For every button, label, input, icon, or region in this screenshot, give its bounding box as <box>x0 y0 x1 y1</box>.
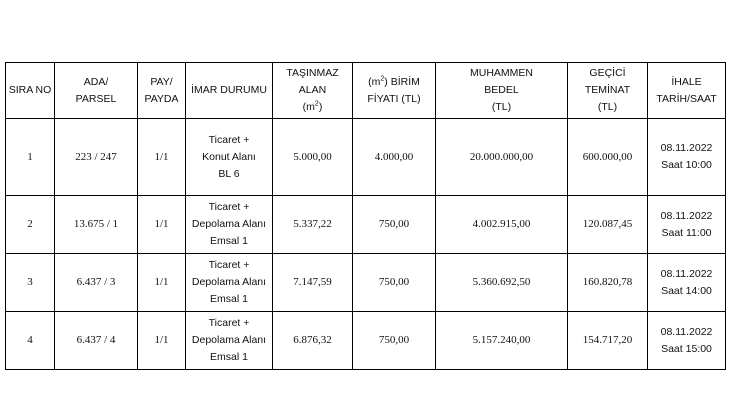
cell-ihale-tarih-saat: 08.11.2022 Saat 15:00 <box>648 312 726 370</box>
cell-birim-fiyat: 750,00 <box>353 254 436 312</box>
cell-gecici-teminat: 120.087,45 <box>568 196 648 254</box>
cell-pay-payda: 1/1 <box>138 312 186 370</box>
cell-gecici-teminat: 154.717,20 <box>568 312 648 370</box>
auction-table-container <box>5 62 726 370</box>
header-ihale-tarih-saat: İHALE TARİH/SAAT <box>648 63 726 119</box>
table-row <box>6 254 726 312</box>
cell-sira-no: 4 <box>6 312 55 370</box>
cell-alan: 7.147,59 <box>273 254 353 312</box>
cell-imar-durumu: Ticaret + Depolama Alanı Emsal 1 <box>186 254 273 312</box>
cell-birim-fiyat: 4.000,00 <box>353 119 436 196</box>
cell-alan: 5.337,22 <box>273 196 353 254</box>
header-tasinmaz-alan: TAŞINMAZ ALAN $(m^2)$ <box>273 63 353 119</box>
header-sira-no: SIRA NO <box>6 63 55 119</box>
table-row <box>6 312 726 370</box>
cell-sira-no: 2 <box>6 196 55 254</box>
header-muhammen-bedel: MUHAMMEN BEDEL (TL) <box>436 63 568 119</box>
cell-ada-parsel: 6.437 / 3 <box>55 254 138 312</box>
cell-imar-durumu: Ticaret + Depolama Alanı Emsal 1 <box>186 312 273 370</box>
cell-muhammen-bedel: 5.157.240,00 <box>436 312 568 370</box>
header-pay-payda: PAY/ PAYDA <box>138 63 186 119</box>
header-gecici-teminat: GEÇİCİ TEMİNAT (TL) <box>568 63 648 119</box>
cell-ihale-tarih-saat: 08.11.2022 Saat 14:00 <box>648 254 726 312</box>
cell-ihale-tarih-saat: 08.11.2022 Saat 11:00 <box>648 196 726 254</box>
table-row <box>6 119 726 196</box>
cell-sira-no: 1 <box>6 119 55 196</box>
auction-table <box>5 62 726 370</box>
cell-gecici-teminat: 160.820,78 <box>568 254 648 312</box>
cell-muhammen-bedel: 4.002.915,00 <box>436 196 568 254</box>
cell-alan: 5.000,00 <box>273 119 353 196</box>
cell-muhammen-bedel: 5.360.692,50 <box>436 254 568 312</box>
cell-muhammen-bedel: 20.000.000,00 <box>436 119 568 196</box>
cell-pay-payda: 1/1 <box>138 196 186 254</box>
header-imar-durumu: İMAR DURUMU <box>186 63 273 119</box>
cell-ada-parsel: 6.437 / 4 <box>55 312 138 370</box>
cell-pay-payda: 1/1 <box>138 119 186 196</box>
cell-gecici-teminat: 600.000,00 <box>568 119 648 196</box>
header-ada-parsel: ADA/ PARSEL <box>55 63 138 119</box>
header-birim-fiyati: $(m^2)$ BİRİM FİYATI (TL) <box>353 63 436 119</box>
cell-birim-fiyat: 750,00 <box>353 196 436 254</box>
cell-sira-no: 3 <box>6 254 55 312</box>
cell-imar-durumu: Ticaret + Depolama Alanı Emsal 1 <box>186 196 273 254</box>
table-row <box>6 196 726 254</box>
cell-imar-durumu: Ticaret + Konut Alanı BL 6 <box>186 119 273 196</box>
cell-pay-payda: 1/1 <box>138 254 186 312</box>
cell-alan: 6.876,32 <box>273 312 353 370</box>
header-row <box>6 63 726 119</box>
cell-birim-fiyat: 750,00 <box>353 312 436 370</box>
cell-ada-parsel: 13.675 / 1 <box>55 196 138 254</box>
cell-ihale-tarih-saat: 08.11.2022 Saat 10:00 <box>648 119 726 196</box>
cell-ada-parsel: 223 / 247 <box>55 119 138 196</box>
